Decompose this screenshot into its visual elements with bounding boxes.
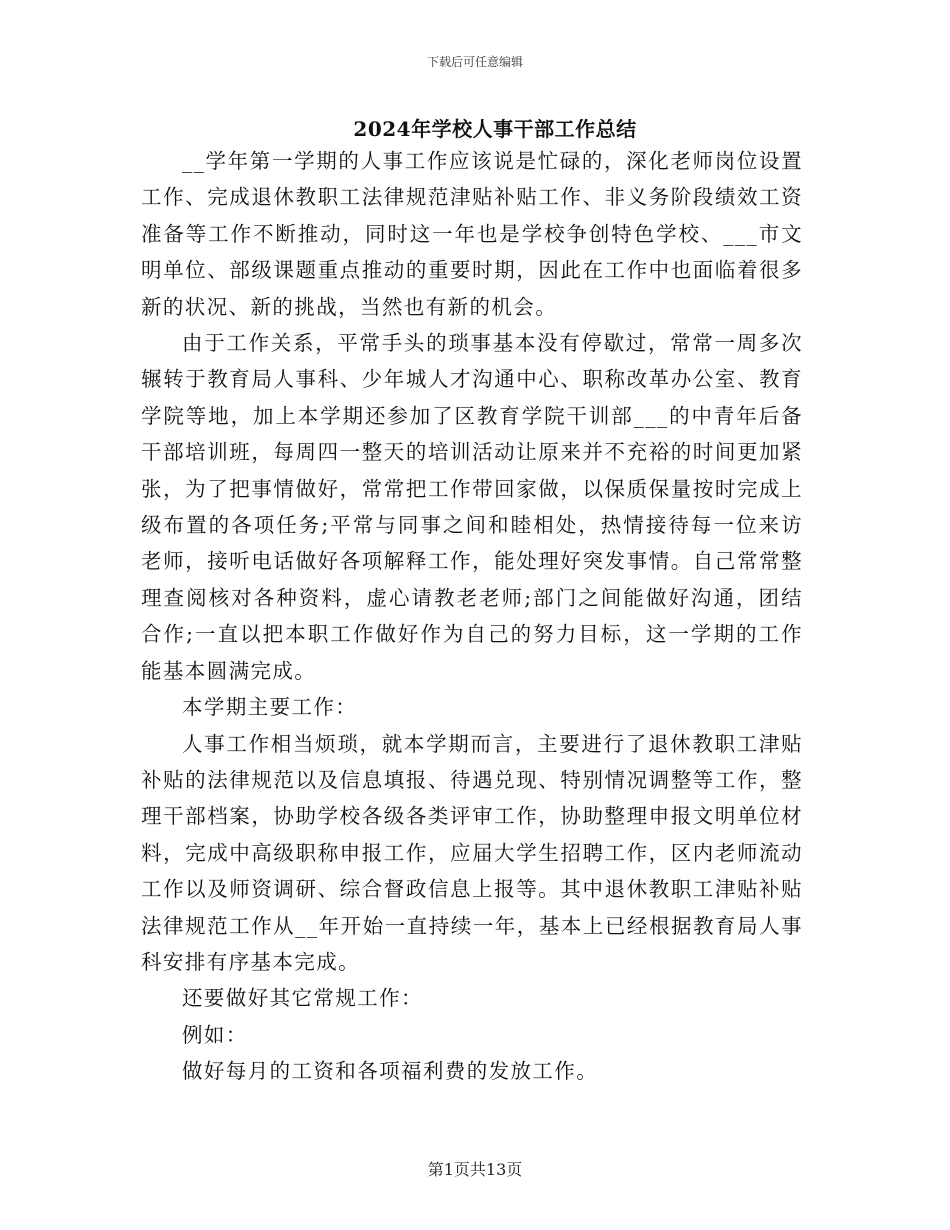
page-number: 第1页共13页 — [427, 1160, 523, 1179]
paragraph: 人事工作相当烦琐，就本学期而言，主要进行了退休教职工津贴补贴的法律规范以及信息填报、待遇兑现、特别情况调整等工作，整理干部档案，协助学校各级各类评审工作，协助整理申报文明单位材料，完成中高级职称申报工作，应届大学生招聘工作，区内老师流动工作以及师资调研、综合督政信息上报等。其中退休教职工津贴补贴法律规范工作从__年开始一直持续一年，基本上已经根据教育局人事科安排有序基本完成。 — [141, 731, 803, 974]
download-note: 下载后可任意编辑 — [426, 55, 523, 69]
document-body — [141, 143, 803, 1090]
paragraph: 还要做好其它常规工作： — [182, 986, 423, 1011]
paragraph: 例如： — [182, 1022, 248, 1047]
paragraph: 做好每月的工资和各项福利费的发放工作。 — [182, 1059, 599, 1084]
document-title: 2024年学校人事干部工作总结 — [353, 117, 637, 141]
paragraph: __学年第一学期的人事工作应该说是忙碌的，深化老师岗位设置工作、完成退休教职工法律规范津贴补贴工作、非义务阶段绩效工资准备等工作不断推动，同时这一年也是学校争创特色学校、___市文明单位、部级课题重点推动的重要时期，因此在工作中也面临着很多新的状况、新的挑战，当然也有新的机会。 — [141, 149, 803, 319]
paragraph: 本学期主要工作： — [182, 695, 358, 720]
paragraph: 由于工作关系，平常手头的琐事基本没有停歇过，常常一周多次辗转于教育局人事科、少年城人才沟通中心、职称改革办公室、教育学院等地，加上本学期还参加了区教育学院干训部___的中青年后备干部培训班，每周四一整天的培训活动让原来并不充裕的时间更加紧张，为了把事情做好，常常把工作带回家做，以保质保量按时完成上级布置的各项任务;平常与同事之间和睦相处，热情接待每一位来访老师，接听电话做好各项解释工作，能处理好突发事情。自己常常整理查阅核对各种资料，虚心请教老老师;部门之间能做好沟通，团结合作;一直以把本职工作做好作为自己的努力目标，这一学期的工作能基本圆满完成。 — [141, 331, 803, 683]
